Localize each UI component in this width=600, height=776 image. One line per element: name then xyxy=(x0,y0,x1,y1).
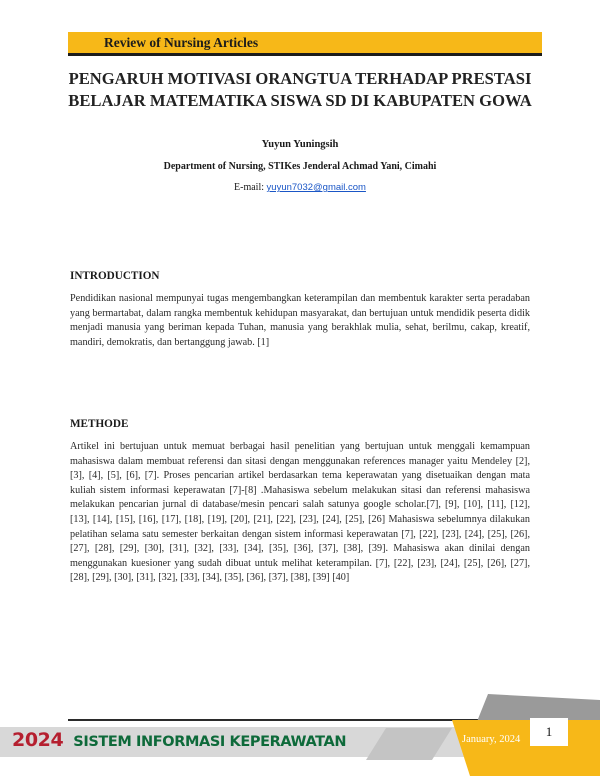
title-line: PENGARUH MOTIVASI ORANGTUA TERHADAP PRESTASI xyxy=(68,69,532,88)
footer-light-wedge xyxy=(366,728,452,760)
author-email xyxy=(0,182,600,193)
email-label: E-mail: xyxy=(234,182,265,193)
footer-journal-title: SISTEM INFORMASI KEPERAWATAN xyxy=(73,734,347,750)
footer-journal-name xyxy=(12,729,346,751)
methode-heading: METHODE xyxy=(70,418,129,430)
page-number: 1 xyxy=(530,718,568,746)
author-affiliation: Department of Nursing, STIKes Jenderal Achmad Yani, Cimahi xyxy=(163,161,437,172)
methode-paragraph: Artikel ini bertujuan untuk memuat berbagai hasil penelitian yang bertujuan untuk menggali kemampuan mahasiswa dalam membuat referensi dan sitasi dengan menggunakan references manager yaitu Mendeley [2], [3], [4], [5], [6], [7]. Proses pencarian artikel berdasarkan tema keperawatan yang disetuaikan dengan mata kuliah sistem informasi keperawatan [7]-[8] .Mahasiswa sebelum melakukan sitasi dan referensi mahasiswa melakukan pencarian jurnal di database/mesin pencari salah satunya google scholar.[7], [9], [10], [11], [12], [13], [14], [15], [16], [17], [18], [19], [20], [21], [22], [23], [24], [25], [26] Mahasiswa sebelumnya dilakukan pelatihan selama satu semester berkaitan dengan sistem informasi keperawatan [7], [22], [23], [24], [25], [26], [27], [28], [29], [30], [31], [32], [33], [34], [35], [36], [37], [38], [39]. Mahasiswa akan dinilai dengan menggunakan kuesioner yang sudah dibuat untuk melihat keterampilan. [7], [22], [23], [24], [25], [26], [27], [28], [29], [30], [31], [32], [33], [34], [35], [36], [37], [38], [39] [40] xyxy=(70,441,530,584)
author-name: Yuyun Yuningsih xyxy=(261,139,339,150)
footer-date: January, 2024 xyxy=(462,734,521,745)
section-header-bar xyxy=(68,32,542,56)
footer-year: 2024 xyxy=(12,729,64,751)
title-line: BELAJAR MATEMATIKA SISWA SD DI KABUPATEN GOWA xyxy=(68,91,532,110)
footer-orange-wedge xyxy=(452,720,600,776)
section-header-label: Review of Nursing Articles xyxy=(104,35,259,50)
email-link[interactable]: yuyun7032@gmail.com xyxy=(266,182,366,193)
article-title xyxy=(40,68,560,112)
introduction-paragraph: Pendidikan nasional mempunyai tugas mengembangkan keterampilan dan membentuk karakter serta peradaban yang bermartabat, dalam rangka membentuk kehidupan masyarakat, dan bertujuan untuk mendidik peserta didik menjadi manusia yang beriman kepada Tuhan, manusia yang berakhlak mulia, sehat, berilmu, cakap, kreatif, mandiri, demokratis, dan bertanggung jawab. [1] xyxy=(70,293,530,348)
introduction-heading: INTRODUCTION xyxy=(70,270,160,282)
